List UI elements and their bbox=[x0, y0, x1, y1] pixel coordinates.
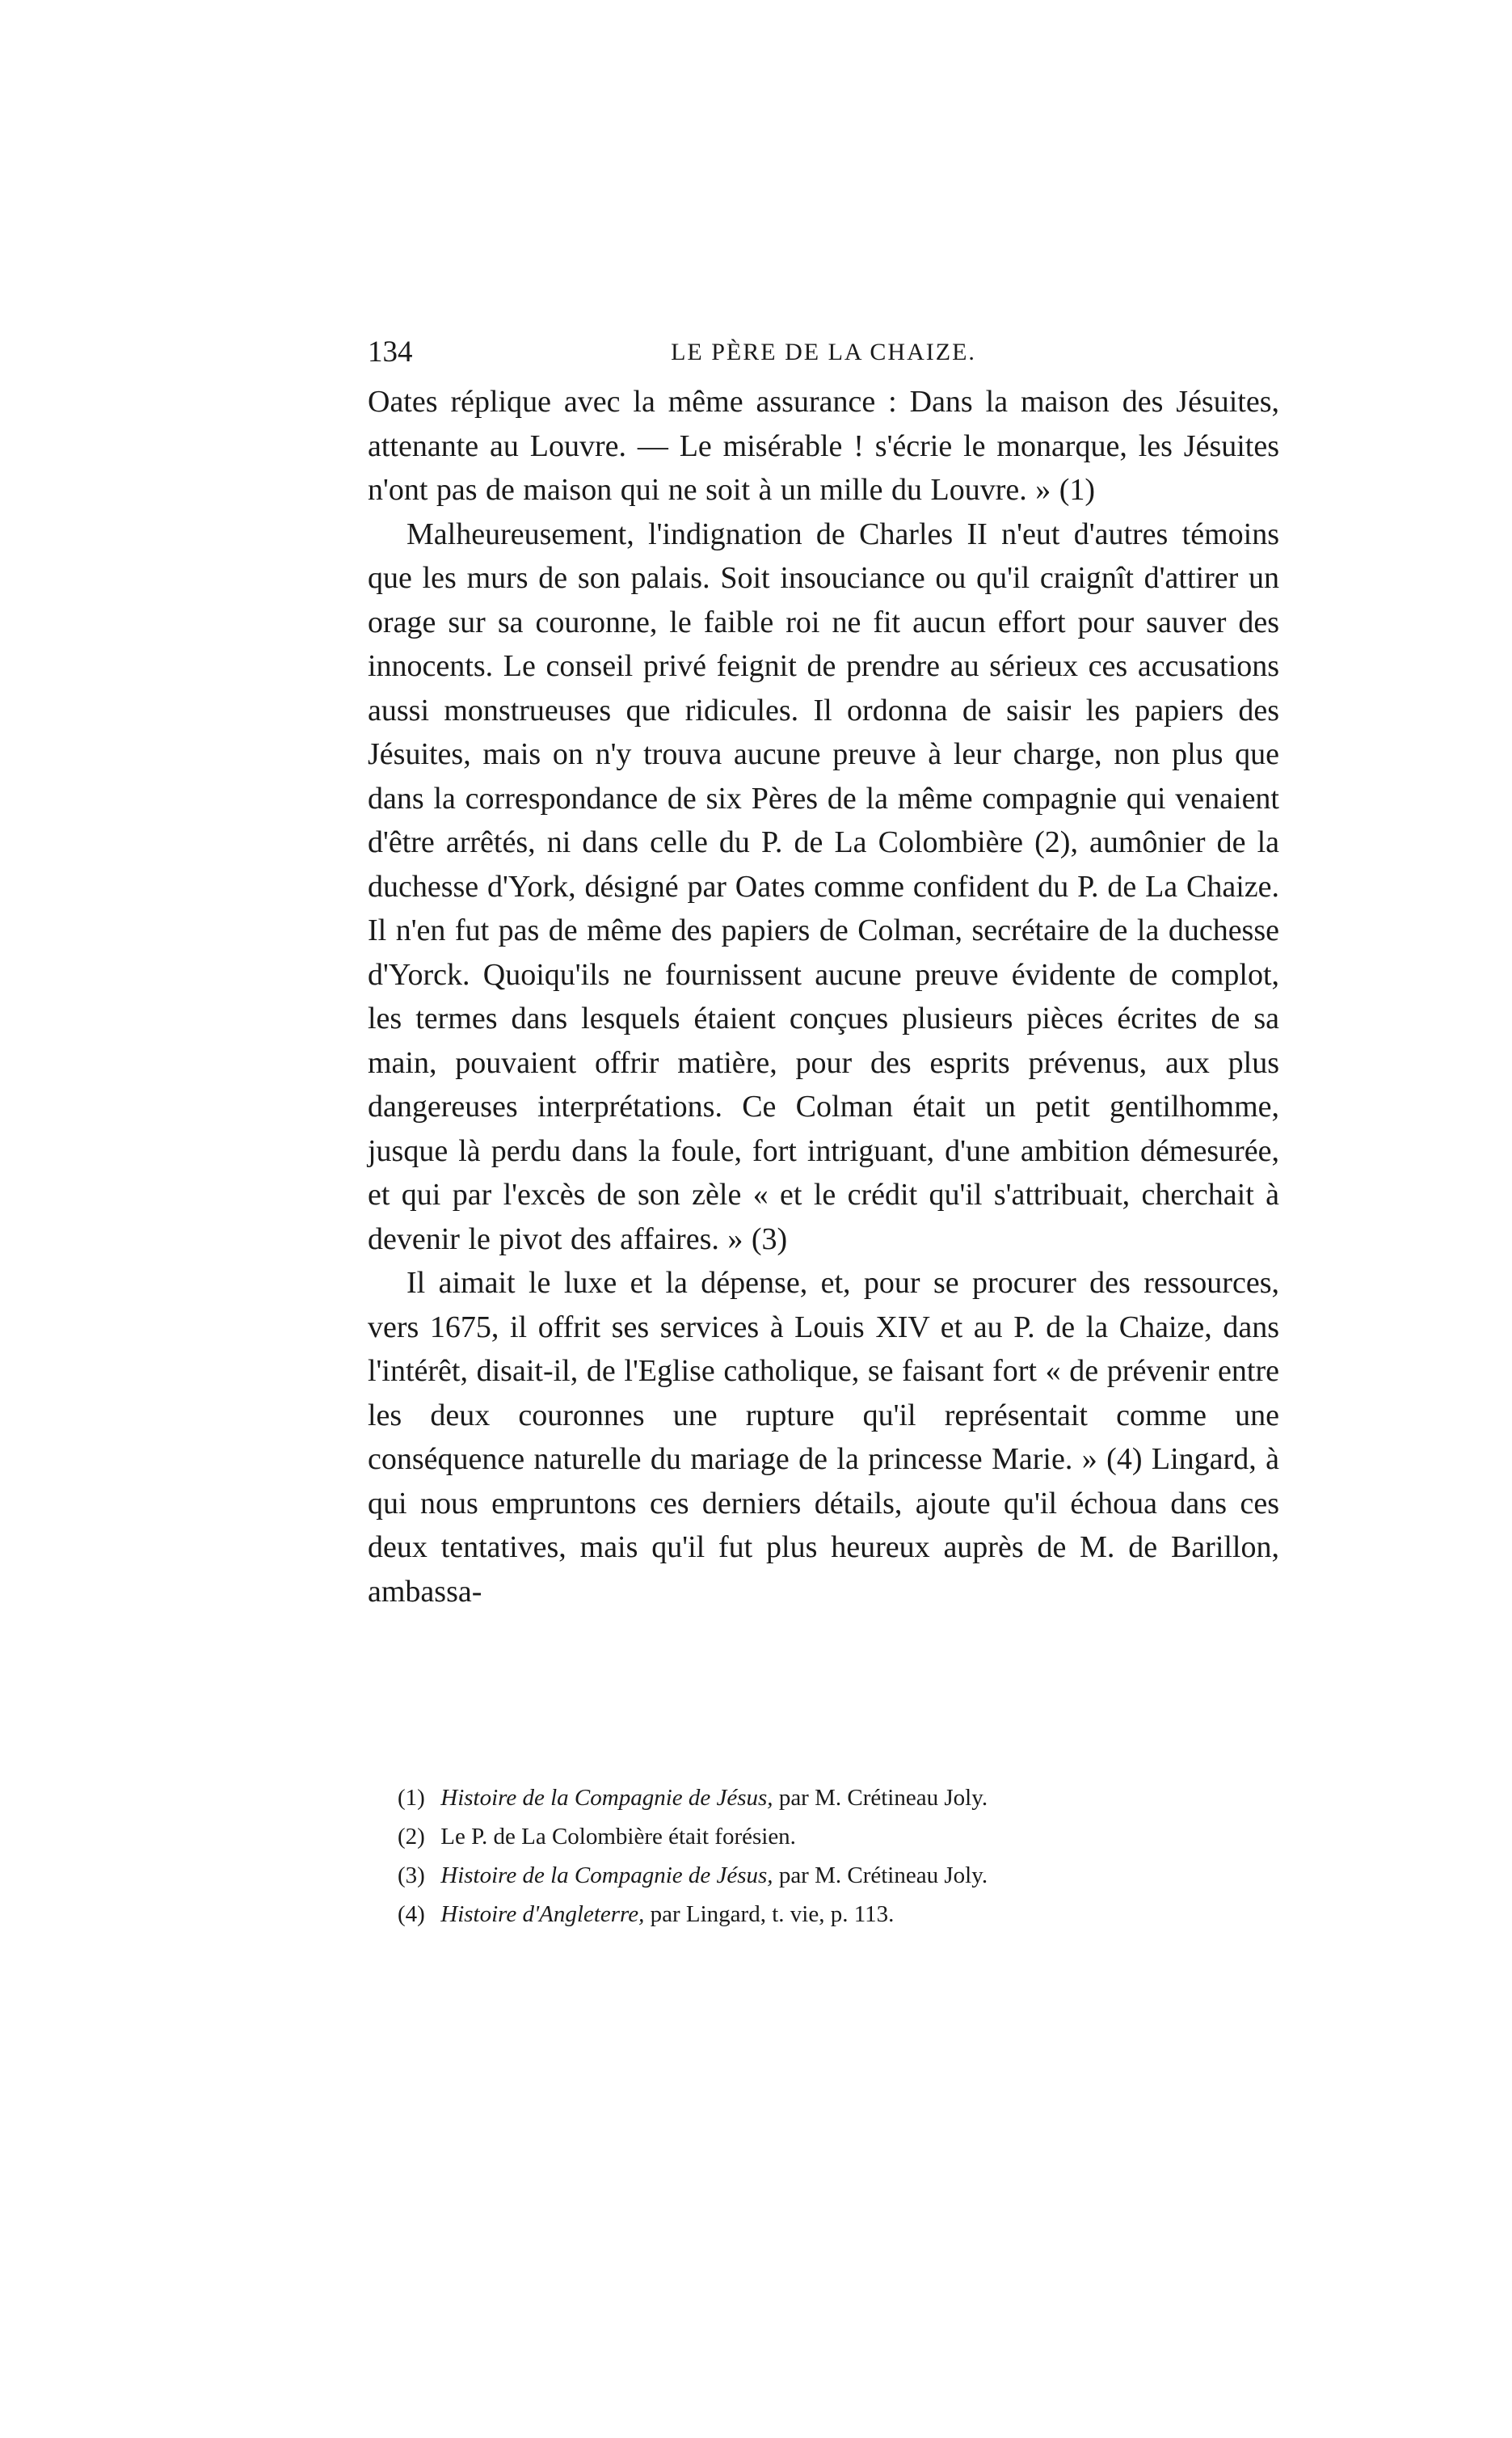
footnote-4 bbox=[398, 1895, 1279, 1934]
paragraph-3: Il aimait le luxe et la dépense, et, pour se procurer des ressources, vers 1675, il offrit ses services à Louis XIV et au P. de la Chaize, dans l'intérêt, disait-il, de l'Eglise catholique, se faisant fort « de prévenir entre les deux couronnes une rupture qu'il représentait comme une conséquence naturelle du mariage de la princesse Marie. » (4) Lingard, à qui nous empruntons ces derniers détails, ajoute qu'il échoua dans ces deux tentatives, mais qu'il fut plus heureux auprès de M. de Barillon, ambassa- bbox=[368, 1266, 1279, 1609]
footnote-number: (2) bbox=[398, 1824, 425, 1850]
footnote-text: par Lingard, t. vie, p. 113. bbox=[644, 1901, 895, 1927]
footnote-number: (3) bbox=[398, 1862, 425, 1888]
footnote-1 bbox=[398, 1778, 1279, 1817]
footnote-2 bbox=[398, 1817, 1279, 1856]
footnote-number: (1) bbox=[398, 1785, 425, 1811]
footnotes bbox=[398, 1778, 1279, 1934]
footnote-title: Histoire de la Compagnie de Jésus, bbox=[440, 1785, 773, 1811]
running-head bbox=[368, 330, 1279, 375]
paragraph-1: Oates réplique avec la même assurance : Dans la maison des Jésuites, attenante au Louvre. — Le misérable ! s'écrie le monarque, les Jésuites n'ont pas de maison qui ne soit à un mille du Louvre. » (1) bbox=[368, 385, 1279, 507]
page-number: 134 bbox=[368, 335, 413, 369]
footnote-text: par M. Crétineau Joly. bbox=[773, 1785, 988, 1811]
footnote-number: (4) bbox=[398, 1901, 425, 1927]
body-text bbox=[368, 380, 1279, 1613]
running-title: LE PÈRE DE LA CHAIZE. bbox=[671, 339, 976, 365]
footnote-title: Histoire de la Compagnie de Jésus, bbox=[440, 1862, 773, 1888]
footnote-title: Histoire d'Angleterre, bbox=[440, 1901, 645, 1927]
footnote-3 bbox=[398, 1856, 1279, 1895]
footnote-text: par M. Crétineau Joly. bbox=[773, 1862, 988, 1888]
footnote-text: Le P. de La Colombière était forésien. bbox=[440, 1824, 796, 1850]
paragraph-2: Malheureusement, l'indignation de Charles II n'eut d'autres témoins que les murs de son palais. Soit insouciance ou qu'il craignît d'attirer un orage sur sa couronne, le faible roi ne fit aucun effort pour sauver des innocents. Le conseil privé feignit de prendre au sérieux ces accusations aussi monstrueuses que ridicules. Il ordonna de saisir les papiers des Jésuites, mais on n'y trouva aucune preuve à leur charge, non plus que dans la correspondance de six Pères de la même compagnie qui venaient d'être arrêtés, ni dans celle du P. de La Colombière (2), aumônier de la duchesse d'York, désigné par Oates comme confident du P. de La Chaize. Il n'en fut pas de même des papiers de Colman, secrétaire de la duchesse d'Yorck. Quoiqu'ils ne fournissent aucune preuve évidente de complot, les termes dans lesquels étaient conçues plusieurs pièces écrites de sa main, pouvaient offrir matière, pour des esprits prévenus, aux plus dangereuses interprétations. Ce Colman était un petit gentilhomme, jusque là perdu dans la foule, fort intriguant, d'une ambition démesurée, et qui par l'excès de son zèle « et le crédit qu'il s'attribuait, cherchait à devenir le pivot des affaires. » (3) bbox=[368, 517, 1279, 1256]
